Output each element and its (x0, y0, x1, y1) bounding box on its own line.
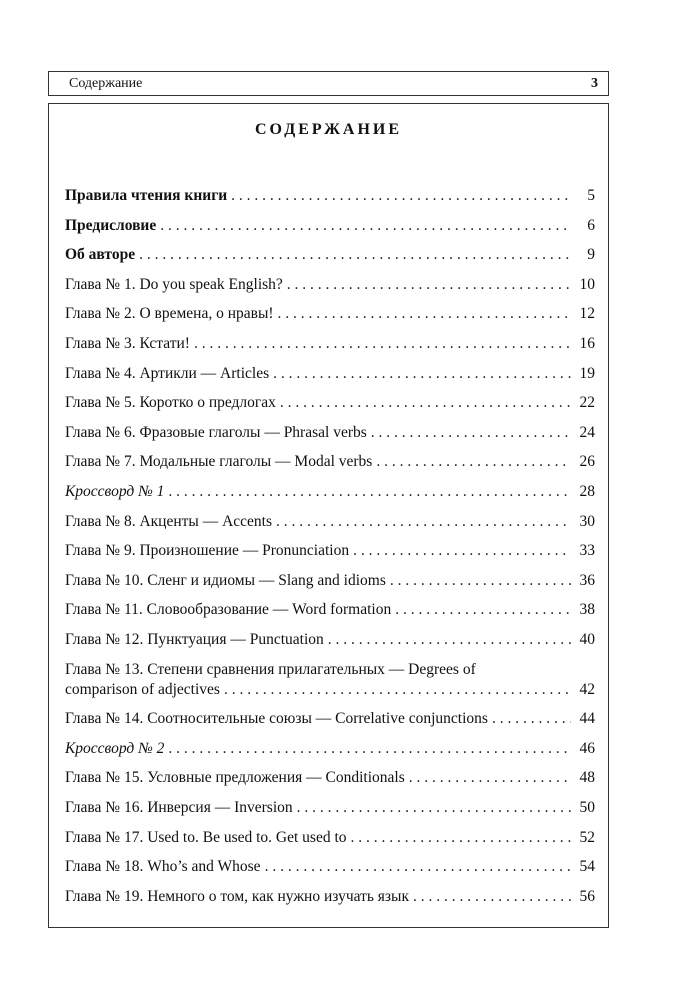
toc-entry[interactable] (65, 186, 595, 216)
toc-entry-title: Глава № 12. Пунктуация — Punctuation (65, 630, 324, 648)
toc-dot-leader (297, 798, 571, 818)
table-of-contents (65, 186, 595, 916)
toc-entry-page: 28 (579, 482, 595, 500)
toc-entry-page: 42 (579, 680, 595, 698)
toc-entry[interactable] (65, 452, 595, 482)
running-header (48, 71, 609, 96)
toc-entry-page: 56 (579, 887, 595, 905)
toc-dot-leader (224, 680, 571, 700)
toc-entry[interactable] (65, 423, 595, 453)
toc-entry[interactable] (65, 600, 595, 630)
toc-dot-leader (395, 600, 571, 620)
toc-entry[interactable] (65, 887, 595, 917)
toc-entry-page: 38 (579, 601, 595, 619)
toc-entry-title: Правила чтения книги (65, 187, 228, 204)
toc-entry-page: 46 (579, 739, 595, 757)
toc-dot-leader (492, 709, 571, 729)
toc-entry[interactable] (65, 245, 595, 275)
toc-dot-leader (168, 739, 571, 759)
toc-entry-page: 22 (579, 394, 595, 412)
toc-entry-title: Глава № 19. Немного о том, как нужно изучать язык (65, 887, 410, 905)
toc-entry[interactable] (65, 739, 595, 769)
toc-entry-title: Глава № 11. Словообразование — Word formation (65, 601, 392, 619)
toc-dot-leader (276, 512, 571, 532)
toc-entry[interactable] (65, 334, 595, 364)
toc-entry-page: 19 (579, 364, 595, 382)
toc-entry-title: Глава № 6. Фразовые глаголы — Phrasal verbs (65, 423, 367, 441)
toc-entry[interactable] (65, 216, 595, 246)
toc-dot-leader (231, 186, 571, 206)
toc-entry-title: Глава № 18. Who’s and Whose (65, 858, 261, 876)
toc-entry[interactable] (65, 304, 595, 334)
toc-entry-title: Глава № 13. Степени сравнения прилагательных — Degrees of (65, 660, 476, 678)
toc-entry-page: 5 (587, 187, 595, 204)
toc-entry-page: 10 (579, 275, 595, 293)
toc-entry-title: Глава № 3. Кстати! (65, 334, 190, 352)
toc-entry[interactable] (65, 275, 595, 305)
toc-entry-title: Глава № 2. О времена, о нравы! (65, 305, 274, 323)
toc-dot-leader (160, 216, 571, 236)
toc-dot-leader (278, 304, 571, 324)
toc-entry-page: 16 (579, 334, 595, 352)
toc-entry-title: Глава № 8. Акценты — Accents (65, 512, 272, 530)
toc-dot-leader (371, 423, 571, 443)
toc-entry-page: 9 (587, 246, 595, 264)
toc-entry[interactable] (65, 660, 595, 710)
toc-dot-leader (265, 857, 571, 877)
toc-dot-leader (280, 393, 571, 413)
toc-dot-leader (168, 482, 571, 502)
toc-entry-title: Глава № 10. Сленг и идиомы — Slang and idioms (65, 571, 386, 589)
toc-entry-page: 6 (587, 216, 595, 234)
toc-dot-leader (351, 828, 571, 848)
toc-dot-leader (139, 245, 571, 265)
toc-entry-page: 44 (579, 710, 595, 728)
toc-entry-page: 33 (579, 542, 595, 560)
toc-entry[interactable] (65, 364, 595, 394)
toc-entry-page: 52 (579, 828, 595, 846)
toc-entry-page: 24 (579, 423, 595, 441)
toc-entry[interactable] (65, 828, 595, 858)
page-number: 3 (591, 75, 598, 91)
toc-entry-title: Об авторе (65, 246, 136, 264)
toc-entry[interactable] (65, 857, 595, 887)
toc-entry-title: Глава № 7. Модальные глаголы — Modal verbs (65, 453, 373, 471)
toc-entry[interactable] (65, 768, 595, 798)
toc-entry-title: Глава № 15. Условные предложения — Conditionals (65, 769, 405, 787)
toc-entry-title-continued: comparison of adjectives (65, 680, 220, 698)
toc-entry-title: Глава № 14. Соотносительные союзы — Correlative conjunctions (65, 710, 488, 728)
toc-dot-leader (194, 334, 571, 354)
toc-entry[interactable] (65, 541, 595, 571)
toc-entry[interactable] (65, 482, 595, 512)
toc-dot-leader (376, 452, 571, 472)
toc-entry-title: Глава № 17. Used to. Be used to. Get used to (65, 828, 347, 846)
page-title: СОДЕРЖАНИЕ (254, 121, 403, 138)
toc-dot-leader (390, 571, 571, 591)
toc-entry-title: Кроссворд № 1 (65, 482, 165, 500)
toc-entry[interactable] (65, 709, 595, 739)
toc-entry-page: 40 (579, 630, 595, 648)
running-header-section: Содержание (69, 75, 143, 91)
toc-entry-title: Глава № 4. Артикли — Articles (65, 364, 270, 382)
toc-dot-leader (273, 364, 571, 384)
toc-entry-page: 48 (579, 769, 595, 787)
toc-dot-leader (413, 887, 571, 907)
toc-entry-title: Глава № 1. Do you speak English? (65, 275, 283, 293)
toc-dot-leader (328, 630, 571, 650)
toc-entry-page: 54 (579, 858, 595, 876)
toc-dot-leader (353, 541, 571, 561)
toc-entry-title: Глава № 9. Произношение — Pronunciation (65, 542, 350, 560)
toc-entry-page: 36 (579, 571, 595, 589)
toc-entry-title: Глава № 16. Инверсия — Inversion (65, 799, 293, 817)
toc-entry[interactable] (65, 512, 595, 542)
toc-dot-leader (409, 768, 571, 788)
toc-entry-title: Предисловие (65, 216, 157, 234)
toc-entry-page: 26 (579, 453, 595, 471)
toc-entry-title: Кроссворд № 2 (65, 739, 165, 757)
toc-entry-page: 30 (579, 512, 595, 530)
contents-frame (48, 103, 609, 928)
toc-entry[interactable] (65, 571, 595, 601)
toc-entry-page: 12 (579, 305, 595, 323)
toc-dot-leader (287, 275, 571, 295)
toc-entry[interactable] (65, 630, 595, 660)
toc-entry-title: Глава № 5. Коротко о предлогах (65, 394, 276, 412)
toc-entry[interactable] (65, 798, 595, 828)
toc-entry[interactable] (65, 393, 595, 423)
toc-entry-page: 50 (579, 799, 595, 817)
